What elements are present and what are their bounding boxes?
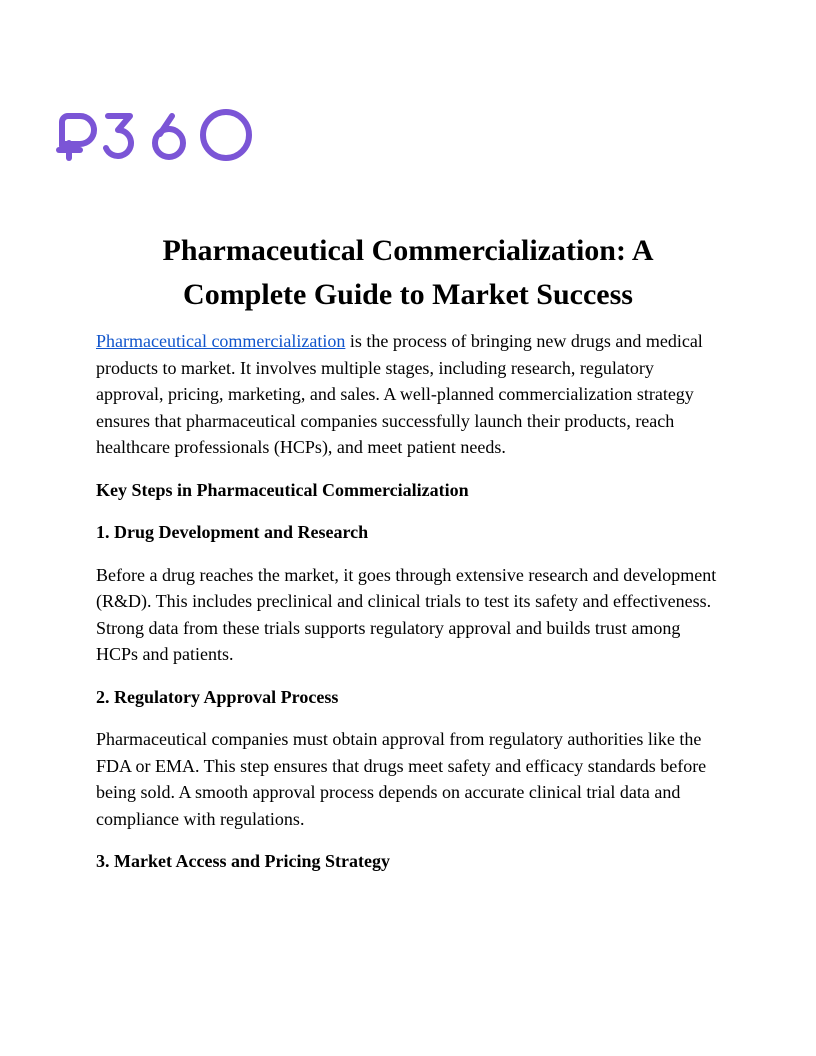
section-heading-drug-development: 1. Drug Development and Research — [96, 522, 369, 542]
article-body — [96, 328, 720, 875]
intro-paragraph — [96, 328, 720, 461]
intro-text: is the process of bringing new drugs and medical products to market. It involves multiple stages, including research, regulatory approval, pricing, marketing, and sales. A well-planned commercialization strategy ensures that pharmaceutical companies successfully launch their products, reach healthcare professionals (HCPs), and meet patient needs. — [96, 331, 703, 457]
p360-logo — [56, 106, 256, 162]
section-heading-market-access: 3. Market Access and Pricing Strategy — [96, 851, 390, 871]
section-body-drug-development: Before a drug reaches the market, it goes through extensive research and development (R&D). This includes preclinical and clinical trials to test its safety and effectiveness. Strong data from these trials supports regulatory approval and builds trust among HCPs and patients. — [96, 564, 717, 664]
page-title-line-1: Pharmaceutical Commercialization: A — [162, 234, 654, 267]
page-title-line-2: Complete Guide to Market Success — [183, 278, 633, 311]
page-title — [96, 229, 720, 317]
key-steps-heading: Key Steps in Pharmaceutical Commercialization — [96, 479, 469, 500]
section-body-regulatory-approval: Pharmaceutical companies must obtain approval from regulatory authorities like the FDA or EMA. This step ensures that drugs meet safety and efficacy standards before being sold. A smooth approval process depends on accurate clinical trial data and compliance with regulations. — [96, 729, 707, 829]
p360-logo-icon — [56, 106, 256, 162]
section-heading-regulatory-approval: 2. Regulatory Approval Process — [96, 686, 339, 707]
pharma-commercialization-link[interactable]: Pharmaceutical commercialization — [96, 331, 346, 351]
